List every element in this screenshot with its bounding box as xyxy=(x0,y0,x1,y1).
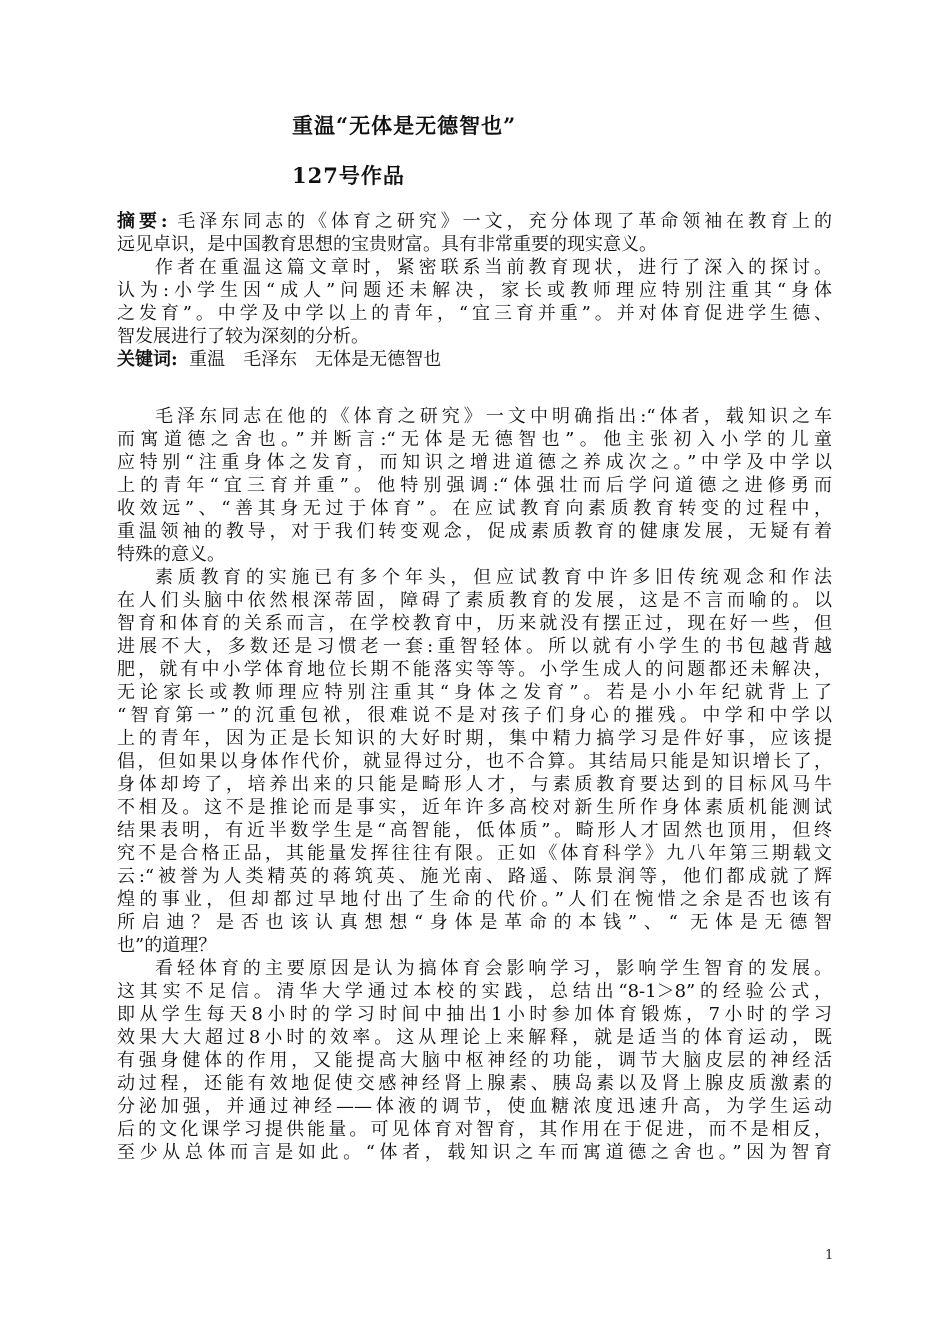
body-line: 分泌加强，并通过神经——体液的调节，使血糖浓度迅速升高，为学生运动 xyxy=(117,1096,832,1117)
body-line: 云:“被誉为人类精英的蒋筑英、施光南、路遥、陈景润等，他们都成就了辉 xyxy=(117,866,832,887)
body-line: 动过程，还能有效地促使交感神经肾上腺素、胰岛素以及肾上腺皮质激素的 xyxy=(117,1073,832,1094)
body-line: 究不是合格正品，其能量发挥往往有限。正如《体育科学》九八年第三期载文 xyxy=(117,843,832,864)
keywords-line xyxy=(117,348,832,371)
abstract-text: 毛泽东同志的《体育之研究》一文，充分体现了革命领袖在教育上的 xyxy=(177,211,832,232)
body-line: 在人们头脑中依然根深蒂固，障碍了素质教育的发展，这是不言而喻的。以 xyxy=(117,590,832,611)
abstract-line: 智发展进行了较为深刻的分析。 xyxy=(117,326,369,347)
abstract-line: 作者在重温这篇文章时，紧密联系当前教育现状，进行了深入的探讨。 xyxy=(155,257,832,278)
body-line: 而寓道德之舍也。”并断言:“无体是无德智也”。他主张初入小学的儿童 xyxy=(117,429,832,450)
body-line: 即从学生每天8小时的学习时间中抽出1小时参加体育锻炼，7小时的学习 xyxy=(117,1004,832,1025)
body-line: 效果大大超过8小时的效率。这从理论上来解释，就是适当的体育运动，既 xyxy=(117,1027,832,1048)
abstract-line xyxy=(117,210,832,233)
body-line: 看轻体育的主要原因是认为搞体育会影响学习，影响学生智育的发展。 xyxy=(155,958,832,979)
body-line: 倡，但如果以身体作代价，就显得过分，也不合算。其结局只能是知识增长了， xyxy=(117,751,832,772)
body-line: 上的青年，因为正是长知识的大好时期，集中精力搞学习是件好事，应该提 xyxy=(117,728,832,749)
body-line: 素质教育的实施已有多个年头，但应试教育中许多旧传统观念和作法 xyxy=(155,567,832,588)
keyword: 重温 xyxy=(189,349,226,370)
body-line: 有强身健体的作用，又能提高大脑中枢神经的功能，调节大脑皮层的神经活 xyxy=(117,1050,832,1071)
body-line: 不相及。这不是推论而是事实，近年许多高校对新生所作身体素质机能测试 xyxy=(117,797,832,818)
abstract-label: 摘要: xyxy=(117,211,168,232)
body-line: 应特别“注重身体之发育，而知识之增进道德之养成次之。”中学及中学以 xyxy=(117,452,832,473)
body-line: 毛泽东同志在他的《体育之研究》一文中明确指出:“体者，载知识之车 xyxy=(155,406,832,427)
keywords-label: 关键词: xyxy=(117,349,178,370)
body-line: 进展不大，多数还是习惯老一套:重智轻体。所以就有小学生的书包越背越 xyxy=(117,636,832,657)
body-line: 收效远”、“善其身无过于体育”。在应试教育向素质教育转变的过程中， xyxy=(117,498,832,519)
section-spacer xyxy=(117,371,832,405)
body-line: 所启迪？是否也该认真想想“身体是革命的本钱”、“ 无体是无德智 xyxy=(117,912,832,933)
body-line: 上的青年“宜三育并重”。他特别强调:“体强壮而后学问道德之进修勇而 xyxy=(117,475,832,496)
body-line: 后的文化课学习提供能量。可见体育对智育，其作用在于促进，而不是相反， xyxy=(117,1119,832,1140)
keyword: 无体是无德智也 xyxy=(315,349,442,370)
body-line: 肥，就有中小学体育地位长期不能落实等等。小学生成人的问题都还未解决， xyxy=(117,659,832,680)
body-line: 也”的道理？ xyxy=(117,935,217,956)
body-line: 重温领袖的教导，对于我们转变观念，促成素质教育的健康发展，无疑有着 xyxy=(117,521,832,542)
body-line: 煌的事业，但却都过早地付出了生命的代价。”人们在惋惜之余是否也该有 xyxy=(117,889,832,910)
abstract-line: 远见卓识，是中国教育思想的宝贵财富。具有非常重要的现实意义。 xyxy=(117,234,657,255)
document-title: 重温“无体是无德智也” xyxy=(292,113,517,138)
body-line: 身体却垮了，培养出来的只能是畸形人才，与素质教育要达到的目标风马牛 xyxy=(117,774,832,795)
body-line: 至少从总体而言是如此。“体者，载知识之车而寓道德之舍也。”因为智育 xyxy=(117,1142,832,1163)
author-line: 127号作品 xyxy=(292,163,405,188)
abstract-line: 之发育”。中学及中学以上的青年，“宜三育并重”。并对体育促进学生德、 xyxy=(117,303,832,324)
article-body xyxy=(117,210,832,1164)
body-line: 这其实不足信。清华大学通过本校的实践，总结出“8-1＞8”的经验公式， xyxy=(117,981,832,1002)
body-line: 特殊的意义。 xyxy=(117,544,225,565)
body-line: 无论家长或教师理应特别注重其“身体之发育”。若是小小年纪就背上了 xyxy=(117,682,832,703)
abstract-line: 认为:小学生因“成人”问题还未解决，家长或教师理应特别注重其“身体 xyxy=(117,280,832,301)
body-line: “智育第一”的沉重包袱，很难说不是对孩子们身心的摧残。中学和中学以 xyxy=(117,705,832,726)
body-line: 智育和体育的关系而言，在学校教育中，历来就没有摆正过，现在好一些，但 xyxy=(117,613,832,634)
body-line: 结果表明，有近半数学生是“高智能，低体质”。畸形人才固然也顶用，但终 xyxy=(117,820,832,841)
keyword: 毛泽东 xyxy=(243,349,298,370)
page-number: 1 xyxy=(825,1248,834,1263)
